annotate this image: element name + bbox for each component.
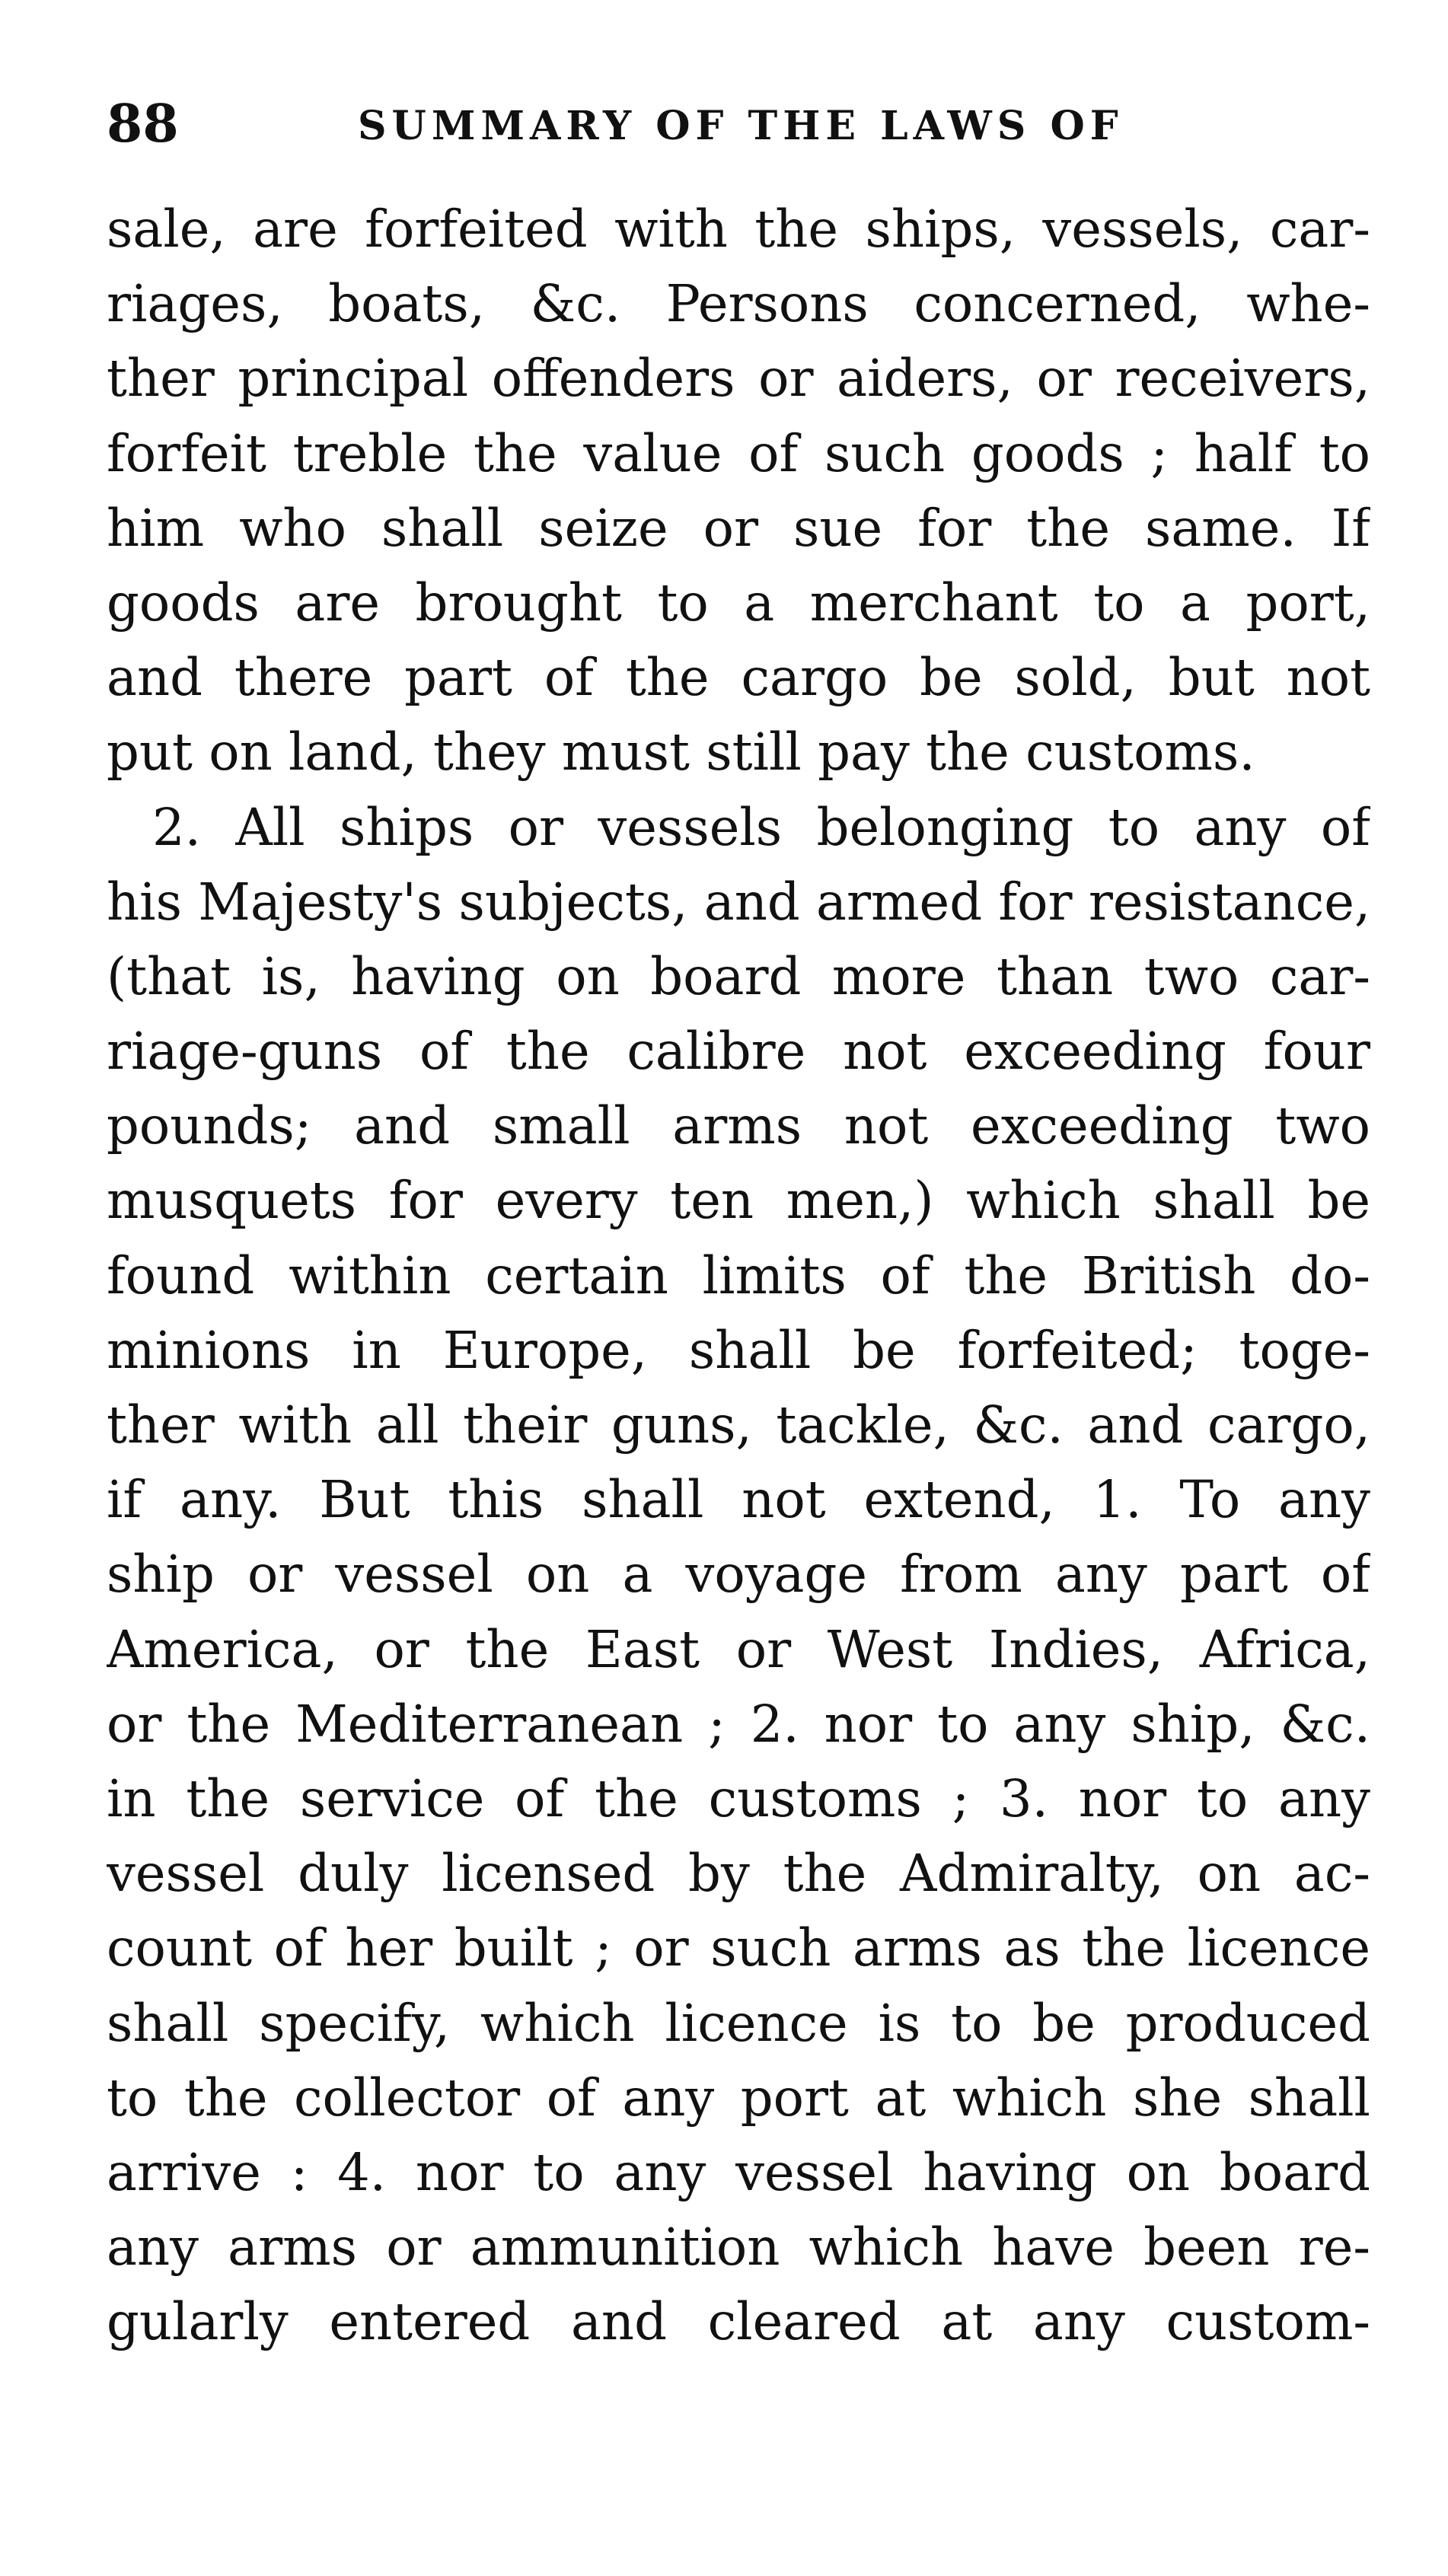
text-line: in the service of the customs ; 3. nor to any <box>107 1768 1370 1828</box>
page-header <box>107 90 1370 158</box>
text-line: riage-guns of the calibre not exceeding four <box>107 1022 1370 1082</box>
text-line: ther with all their guns, tackle, &c. and cargo, <box>107 1395 1370 1455</box>
text-line: found within certain limits of the British do- <box>107 1245 1370 1306</box>
text-line: him who shall seize or sue for the same. If <box>107 498 1370 558</box>
text-line: minions in Europe, shall be forfeited; toge- <box>107 1320 1370 1380</box>
text-line: or the Mediterranean ; 2. nor to any ship, &c. <box>107 1694 1370 1754</box>
text-line: riages, boats, &c. Persons concerned, whe- <box>107 274 1370 334</box>
text-line: America, or the East or West Indies, Africa, <box>107 1619 1370 1679</box>
text-line: goods are brought to a merchant to a port, <box>107 572 1370 633</box>
text-line: shall specify, which licence is to be produced <box>107 1993 1370 2053</box>
text-line: 2. All ships or vessels belonging to any of <box>152 797 1370 857</box>
page-number: 88 <box>107 94 179 155</box>
text-line: (that is, having on board more than two car- <box>107 946 1370 1006</box>
text-line: arrive : 4. nor to any vessel having on board <box>107 2142 1370 2202</box>
text-line: any arms or ammunition which have been re- <box>107 2217 1370 2278</box>
text-line: his Majesty's subjects, and armed for resistance, <box>107 872 1370 932</box>
text-line: count of her built ; or such arms as the licence <box>107 1918 1370 1978</box>
text-line: ship or vessel on a voyage from any part of <box>107 1545 1370 1605</box>
text-line: forfeit treble the value of such goods ; half to <box>107 423 1370 483</box>
text-line: and there part of the cargo be sold, but not <box>107 648 1370 708</box>
text-line: musquets for every ten men,) which shall be <box>107 1171 1370 1231</box>
text-line: to the collector of any port at which she shall <box>107 2067 1370 2128</box>
text-line: pounds; and small arms not exceeding two <box>107 1096 1370 1156</box>
text-line: vessel duly licensed by the Admiralty, on ac- <box>107 1844 1370 1904</box>
text-line: put on land, they must still pay the customs. <box>107 722 1255 783</box>
text-line: sale, are forfeited with the ships, vessels, car- <box>107 199 1370 259</box>
running-head: SUMMARY OF THE LAWS OF <box>358 103 1124 149</box>
body-text <box>107 192 1370 2359</box>
text-line: if any. But this shall not extend, 1. To any <box>107 1470 1370 1530</box>
text-line: ther principal offenders or aiders, or receivers, <box>107 349 1370 409</box>
text-line: gularly entered and cleared at any custom- <box>107 2292 1370 2352</box>
